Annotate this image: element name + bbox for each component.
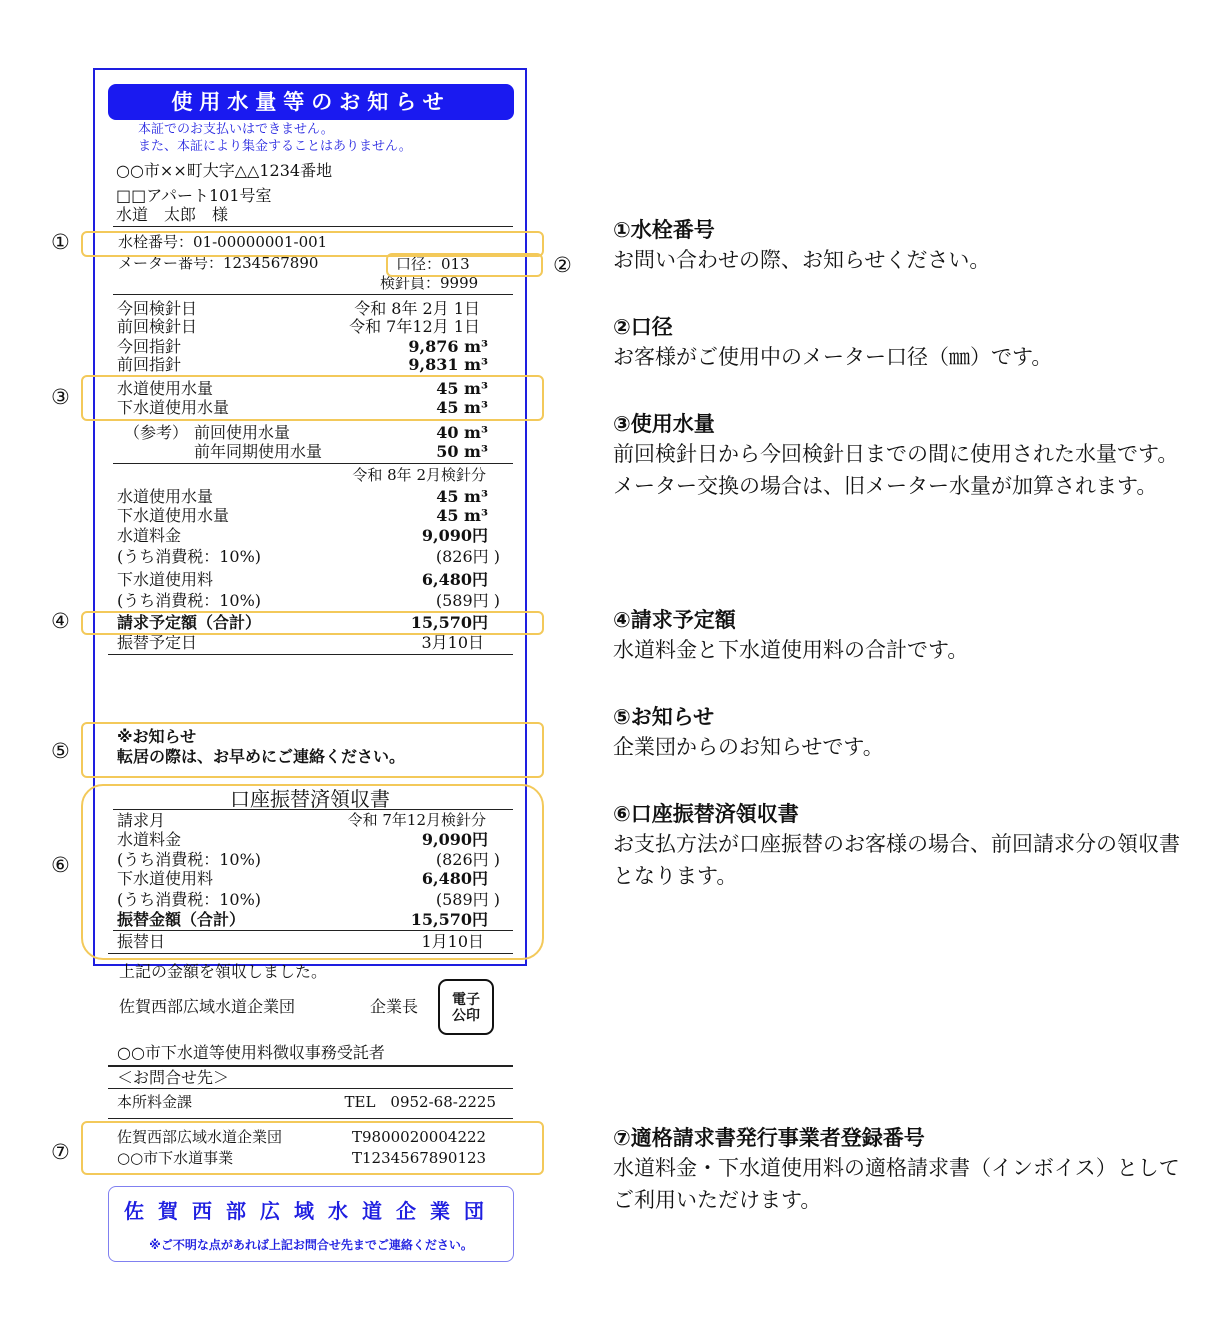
receipt-row-value: (589円 ) bbox=[435, 890, 500, 909]
transfer-date: 3月10日 bbox=[421, 633, 484, 652]
marker-5: ⑤ bbox=[51, 739, 70, 763]
receipt-row-value: (826円 ) bbox=[435, 850, 500, 869]
issuer-name: 佐賀西部広域水道企業団 bbox=[119, 997, 296, 1016]
slip-note-2: また、本証により集金することはありません。 bbox=[138, 139, 412, 154]
reading-label: 前回検針日 bbox=[117, 317, 198, 336]
meter-reader: 検針員：9999 bbox=[380, 274, 479, 292]
divider bbox=[108, 1065, 513, 1067]
reading-value: 9,876 m³ bbox=[408, 337, 488, 356]
description-body: お問い合わせの際、お知らせください。 bbox=[613, 248, 991, 272]
reading-label: 前回指針 bbox=[117, 355, 182, 374]
description-title: ⑥口座振替済領収書 bbox=[613, 802, 799, 826]
charge-value: 6,480円 bbox=[421, 570, 488, 589]
reference-row-value: 50 m³ bbox=[436, 442, 488, 461]
description-7 bbox=[613, 1124, 1188, 1216]
address-line-1: ○○市××町大字△△1234番地 bbox=[116, 161, 333, 180]
notice-body: 転居の際は、お早めにご連絡ください。 bbox=[117, 747, 406, 766]
footer-note: ※ご不明な点があれば上記お問合せ先までご連絡ください。 bbox=[149, 1238, 473, 1252]
reference-row-label: 前回使用水量 bbox=[194, 423, 291, 442]
description-5 bbox=[613, 703, 1193, 763]
receipt-row-value: 令和 7年12月検針分 bbox=[347, 811, 486, 829]
receipt-row-label: (うち消費税：10%) bbox=[117, 890, 262, 909]
notice-title: ※お知らせ bbox=[117, 727, 197, 746]
description-title: ⑦適格請求書発行事業者登録番号 bbox=[613, 1126, 925, 1150]
receipt-row-label: 下水道使用料 bbox=[117, 869, 214, 888]
description-title: ①水栓番号 bbox=[613, 218, 715, 242]
reading-label: 今回指針 bbox=[117, 337, 182, 356]
marker-1: ① bbox=[51, 230, 70, 254]
description-6 bbox=[613, 800, 1188, 892]
usage-label: 下水道使用水量 bbox=[117, 398, 230, 417]
charge-value: (589円 ) bbox=[435, 591, 500, 610]
marker-7: ⑦ bbox=[51, 1140, 70, 1164]
reading-value: 令和 8年 2月 1日 bbox=[354, 299, 480, 318]
highlight-box-7 bbox=[81, 1121, 544, 1175]
description-2 bbox=[613, 313, 1193, 373]
charge-value: 9,090円 bbox=[421, 526, 488, 545]
charge-label: 下水道使用料 bbox=[117, 570, 214, 589]
description-3 bbox=[613, 410, 1188, 502]
highlight-box-3 bbox=[81, 375, 544, 421]
usage-value: 45 m³ bbox=[436, 398, 488, 417]
description-body: 水道料金と下水道使用料の合計です。 bbox=[613, 638, 969, 662]
footer-box bbox=[108, 1186, 514, 1262]
registrant-2-number: T1234567890123 bbox=[352, 1149, 487, 1167]
total-label: 請求予定額（合計） bbox=[117, 613, 262, 632]
contact-heading: ＜お問合せ先＞ bbox=[117, 1068, 230, 1087]
customer-name: 水道 太郎 様 bbox=[116, 205, 229, 224]
footer-organization: 佐賀西部広域水道企業団 bbox=[124, 1199, 498, 1223]
registrant-1-number: T9800020004222 bbox=[352, 1128, 487, 1146]
stamp-text-1: 電子 bbox=[452, 992, 480, 1008]
address-line-2: □□アパート101号室 bbox=[116, 186, 272, 205]
contact-department: 本所料金課 bbox=[117, 1093, 193, 1111]
received-text: 上記の金額を領収しました。 bbox=[119, 962, 328, 981]
charge-label: 水道使用水量 bbox=[117, 487, 214, 506]
reading-value: 9,831 m³ bbox=[408, 355, 488, 374]
reference-label: （参考） bbox=[124, 423, 189, 442]
marker-6: ⑥ bbox=[51, 853, 70, 877]
issuer-role: 企業長 bbox=[370, 997, 419, 1016]
charge-value: 45 m³ bbox=[436, 506, 488, 525]
usage-value: 45 m³ bbox=[436, 379, 488, 398]
description-title: ⑤お知らせ bbox=[613, 705, 715, 729]
description-body: 前回検針日から今回検針日までの間に使用された水量です。メーター交換の場合は、旧メーター水量が加算されます。 bbox=[613, 442, 1179, 498]
description-body: 企業団からのお知らせです。 bbox=[613, 735, 884, 759]
divider bbox=[113, 294, 513, 295]
description-body: 水道料金・下水道使用料の適格請求書（インボイス）としてご利用いただけます。 bbox=[613, 1156, 1180, 1212]
receipt-row-label: 請求月 bbox=[117, 811, 166, 830]
charge-label: 下水道使用水量 bbox=[117, 506, 230, 525]
reference-row-label: 前年同期使用水量 bbox=[194, 442, 323, 461]
highlight-box-4 bbox=[81, 611, 544, 635]
divider bbox=[108, 1118, 513, 1119]
faucet-number: 水栓番号：01-00000001-001 bbox=[118, 233, 328, 251]
transfer-date-label: 振替予定日 bbox=[117, 633, 198, 652]
marker-3: ③ bbox=[51, 385, 70, 409]
description-title: ④請求予定額 bbox=[613, 608, 736, 632]
description-body: お客様がご使用中のメーター口径（㎜）です。 bbox=[613, 345, 1053, 369]
receipt-row-label: 水道料金 bbox=[117, 830, 182, 849]
receipt-date: 1月10日 bbox=[421, 932, 484, 951]
receipt-title: 口座振替済領収書 bbox=[230, 787, 390, 811]
description-title: ②口径 bbox=[613, 315, 673, 339]
registrant-2-name: ○○市下水道事業 bbox=[117, 1149, 234, 1167]
charge-label: 水道料金 bbox=[117, 526, 182, 545]
receipt-total-label: 振替金額（合計） bbox=[117, 910, 246, 929]
contact-tel: TEL 0952-68-2225 bbox=[344, 1093, 496, 1111]
meter-number: メーター番号：1234567890 bbox=[118, 254, 319, 272]
highlight-box-5 bbox=[81, 722, 544, 778]
highlight-box-6 bbox=[81, 784, 544, 960]
reading-value: 令和 7年12月 1日 bbox=[349, 317, 480, 336]
description-1 bbox=[613, 216, 1193, 276]
registrant-1-name: 佐賀西部広域水道企業団 bbox=[117, 1128, 283, 1146]
slip-note-1: 本証でのお支払いはできません。 bbox=[138, 122, 334, 137]
stamp-text-2: 公印 bbox=[452, 1008, 480, 1024]
receipt-total-value: 15,570円 bbox=[410, 910, 488, 929]
charge-label: (うち消費税：10%) bbox=[117, 547, 262, 566]
usage-label: 水道使用水量 bbox=[117, 379, 214, 398]
slip-title: 使用水量等のお知らせ bbox=[108, 84, 514, 120]
marker-2: ② bbox=[553, 253, 572, 277]
charge-value: 45 m³ bbox=[436, 487, 488, 506]
receipt-date-label: 振替日 bbox=[117, 932, 166, 951]
electronic-seal-stamp bbox=[438, 979, 494, 1035]
charge-label: (うち消費税：10%) bbox=[117, 591, 262, 610]
reference-row-value: 40 m³ bbox=[436, 423, 488, 442]
receipt-row-value: 9,090円 bbox=[421, 830, 488, 849]
marker-4: ④ bbox=[51, 609, 70, 633]
receipt-row-label: (うち消費税：10%) bbox=[117, 850, 262, 869]
description-title: ③使用水量 bbox=[613, 412, 715, 436]
divider bbox=[113, 226, 513, 227]
highlight-box-2 bbox=[386, 253, 543, 277]
charge-value: (826円 ) bbox=[435, 547, 500, 566]
delegate-text: ○○市下水道等使用料徴収事務受託者 bbox=[117, 1043, 385, 1062]
meter-diameter: 口径：013 bbox=[396, 255, 470, 273]
receipt-row-value: 6,480円 bbox=[421, 869, 488, 888]
billing-period: 令和 8年 2月検針分 bbox=[352, 466, 486, 484]
description-4 bbox=[613, 606, 1193, 666]
reading-label: 今回検針日 bbox=[117, 299, 198, 318]
divider bbox=[108, 654, 513, 655]
divider bbox=[108, 1088, 513, 1089]
total-value: 15,570円 bbox=[410, 613, 488, 632]
divider bbox=[113, 463, 513, 464]
description-body: お支払方法が口座振替のお客様の場合、前回請求分の領収書となります。 bbox=[613, 832, 1180, 888]
